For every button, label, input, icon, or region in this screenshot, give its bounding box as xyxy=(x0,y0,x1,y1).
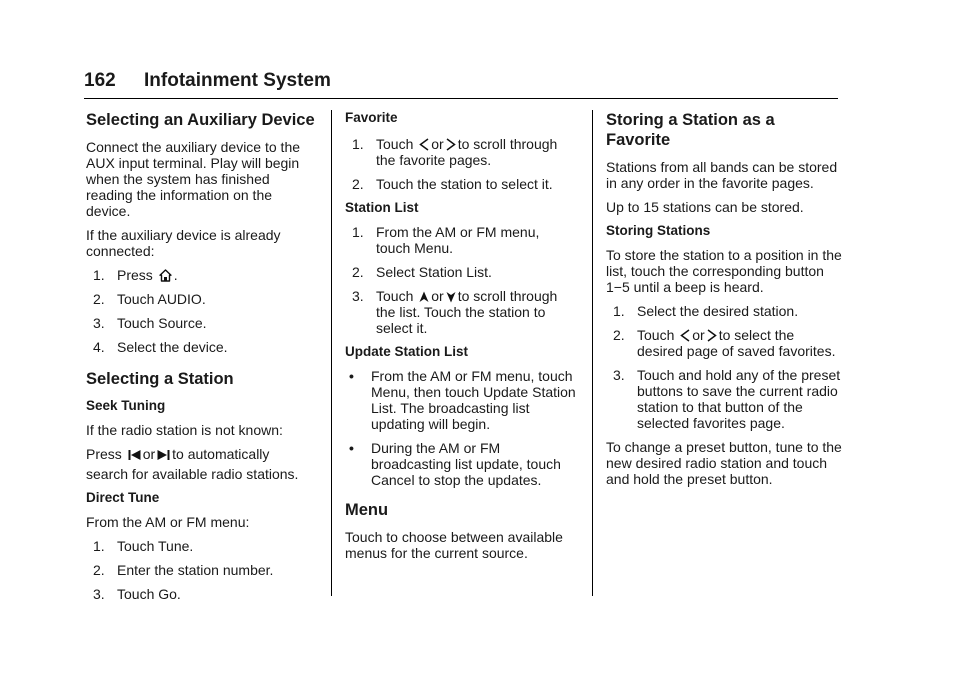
seek-instruction: Press or to automatically xyxy=(86,446,270,462)
station-list-steps xyxy=(345,224,577,336)
station-list-step-2: 2. Select Station List. xyxy=(352,264,492,280)
seek-forward-icon xyxy=(157,449,170,461)
station-list-step-1: 1. From the AM or FM menu, touch Menu. xyxy=(352,224,540,256)
update-bullet-1: • From the AM or FM menu, touch Menu, then touch Update Station List. The broadcasting list updating will begin. xyxy=(349,368,576,432)
aux-step-4: 4. Select the device. xyxy=(93,339,228,355)
chevron-left-icon xyxy=(419,138,429,151)
direct-step-1: 1. Touch Tune. xyxy=(93,538,194,554)
aux-condition: If the auxiliary device is already connected: xyxy=(86,227,281,259)
store-p1: Stations from all bands can be stored in any order in the favorite pages. xyxy=(606,159,838,191)
heading-seek-tuning: Seek Tuning xyxy=(86,398,166,413)
seek-back-icon xyxy=(128,449,141,461)
aux-step-1: 1. Press . xyxy=(93,267,178,283)
heading-storing-stations: Storing Stations xyxy=(606,223,711,238)
aux-step-2: 2. Touch AUDIO. xyxy=(93,291,206,307)
page-number: 162 xyxy=(84,70,116,91)
seek-instruction-cont: search for available radio stations. xyxy=(86,466,299,482)
favorite-steps xyxy=(345,136,577,192)
favorite-step-2: 2. Touch the station to select it. xyxy=(352,176,553,192)
store-p3: To store the station to a position in the list, touch the corresponding button 1−5 until a beep is heard. xyxy=(606,247,842,295)
store-p4: To change a preset button, tune to the new desired radio station and touch and hold the preset button. xyxy=(606,439,842,487)
menu-text: Touch to choose between available menus for the current source. xyxy=(345,529,563,561)
direct-intro: From the AM or FM menu: xyxy=(86,514,250,530)
favorite-step-1: 1. Touch or to scroll through the favorite pages. xyxy=(352,136,558,168)
chevron-left-icon xyxy=(680,329,690,342)
direct-step-3: 3. Touch Go. xyxy=(93,586,181,602)
direct-step-2: 2. Enter the station number. xyxy=(93,562,274,578)
page-header xyxy=(84,70,838,96)
column-divider-1 xyxy=(331,110,332,596)
seek-intro: If the radio station is not known: xyxy=(86,422,283,438)
heading-update-station-list: Update Station List xyxy=(345,344,469,359)
header-rule xyxy=(84,98,838,99)
heading-aux-device: Selecting an Auxiliary Device xyxy=(86,111,315,129)
direct-steps xyxy=(86,538,318,602)
store-step-3: 3. Touch and hold any of the preset buttons to save the current radio station to that button of the selected favorites page. xyxy=(613,367,841,431)
heading-store-favorite: Storing a Station as a Favorite xyxy=(606,111,775,149)
aux-intro: Connect the auxiliary device to the AUX input terminal. Play will begin when the system has finished reading the information on the device. xyxy=(86,139,301,219)
column-3 xyxy=(606,110,842,495)
store-step-2: 2. Touch or to select the desired page of saved favorites. xyxy=(613,327,836,359)
aux-step-3: 3. Touch Source. xyxy=(93,315,207,331)
column-1 xyxy=(86,110,318,610)
arrow-down-icon xyxy=(446,291,456,303)
update-bullet-2: • During the AM or FM broadcasting list update, touch Cancel to stop the updates. xyxy=(349,440,561,488)
station-list-step-3: 3. Touch or to scroll through the list. Touch the station to select it. xyxy=(352,288,558,336)
column-2 xyxy=(345,110,577,569)
chevron-right-icon xyxy=(446,138,456,151)
heading-select-station: Selecting a Station xyxy=(86,370,234,388)
chapter-title: Infotainment System xyxy=(144,70,331,91)
home-icon xyxy=(159,269,172,282)
store-p2: Up to 15 stations can be stored. xyxy=(606,199,804,215)
column-divider-2 xyxy=(592,110,593,596)
heading-favorite: Favorite xyxy=(345,110,398,125)
heading-menu: Menu xyxy=(345,501,389,519)
store-steps xyxy=(606,303,842,431)
heading-direct-tune: Direct Tune xyxy=(86,490,160,505)
store-step-1: 1. Select the desired station. xyxy=(613,303,799,319)
heading-station-list: Station List xyxy=(345,200,419,215)
chevron-right-icon xyxy=(707,329,717,342)
arrow-up-icon xyxy=(419,291,429,303)
aux-steps xyxy=(86,267,318,355)
